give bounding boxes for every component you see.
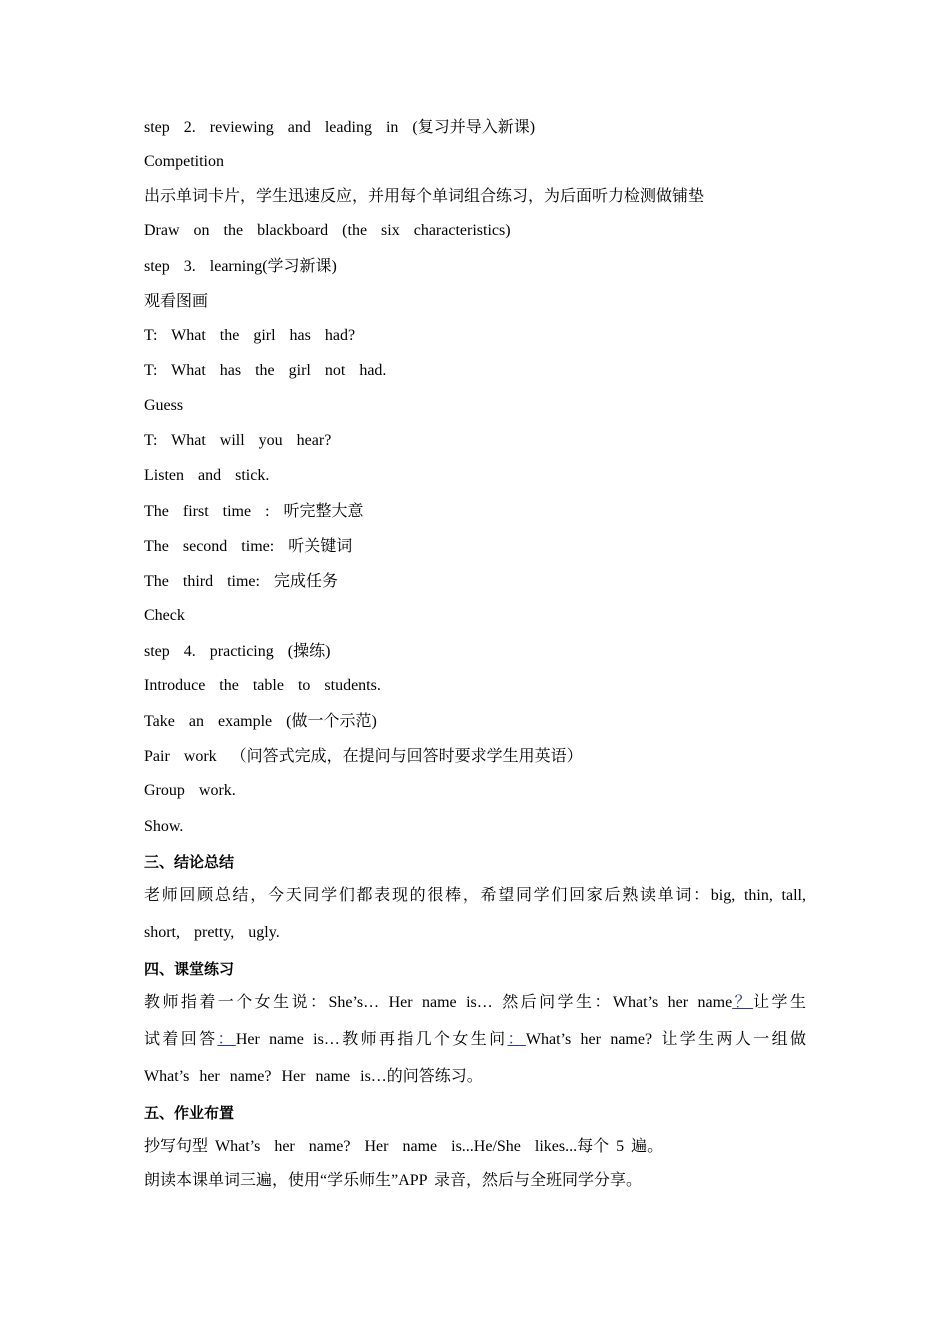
section-heading-conclusion: 三、结论总结 [144, 853, 235, 871]
text-line: Draw on the blackboard (the six characteristics) [144, 222, 511, 239]
text-line: step 3. learning(学习新课) [144, 258, 337, 275]
text-line: Group work. [144, 782, 236, 799]
text: 试着回答 [144, 1031, 218, 1048]
text-line: T: What will you hear? [144, 432, 332, 449]
text: Her name is…教师再指几个女生问 [235, 1031, 508, 1048]
text-line: Check [144, 607, 185, 624]
paragraph: 朗读本课单词三遍，使用“学乐师生”APP 录音，然后与全班同学分享。 [144, 1172, 642, 1189]
section-heading-homework: 五、作业布置 [144, 1104, 235, 1122]
text: 教师指着一个女生说：She’s… Her name is… 然后问学生：What’s her name [144, 994, 733, 1011]
paragraph: short, pretty, ugly. [144, 924, 280, 941]
text-line: Pair work （问答式完成，在提问与回答时要求学生用英语） [144, 748, 583, 765]
text-line: Show. [144, 818, 184, 835]
underlined-mark: ： [507, 1031, 526, 1048]
text-line: Introduce the table to students. [144, 677, 381, 694]
text-line: Take an example (做一个示范) [144, 713, 377, 730]
paragraph: 老师回顾总结，今天同学们都表现的很棒，希望同学们回家后熟读单词：big, thin, tall, [144, 887, 806, 904]
text-line: T: What the girl has had? [144, 327, 356, 344]
underlined-mark: ？ [732, 994, 754, 1011]
text-line: Listen and stick. [144, 467, 270, 484]
paragraph: 抄写句型 What’s her name? Her name is...He/She likes...每个 5 遍。 [144, 1138, 664, 1155]
text-line: Guess [144, 397, 184, 414]
text-line: The first time : 听完整大意 [144, 503, 364, 520]
text-line: 观看图画 [144, 293, 209, 310]
paragraph [144, 1030, 806, 1050]
paragraph: What’s her name? Her name is…的问答练习。 [144, 1068, 483, 1085]
text-line: step 4. practicing (操练) [144, 643, 331, 660]
text-line: The second time: 听关键词 [144, 538, 353, 555]
text-line: T: What has the girl not had. [144, 362, 387, 379]
paragraph [144, 993, 806, 1013]
text-line: The third time: 完成任务 [144, 573, 338, 590]
text-line: 出示单词卡片，学生迅速反应，并用每个单词组合练习，为后面听力检测做铺垫 [144, 188, 705, 205]
text: What’s her name? 让学生两人一组做 [525, 1031, 806, 1048]
text-line: Competition [144, 153, 224, 170]
underlined-mark: ： [217, 1031, 236, 1048]
text: 让学生 [753, 994, 806, 1011]
text-line: step 2. reviewing and leading in (复习并导入新课) [144, 119, 536, 136]
section-heading-practice: 四、课堂练习 [144, 960, 235, 978]
